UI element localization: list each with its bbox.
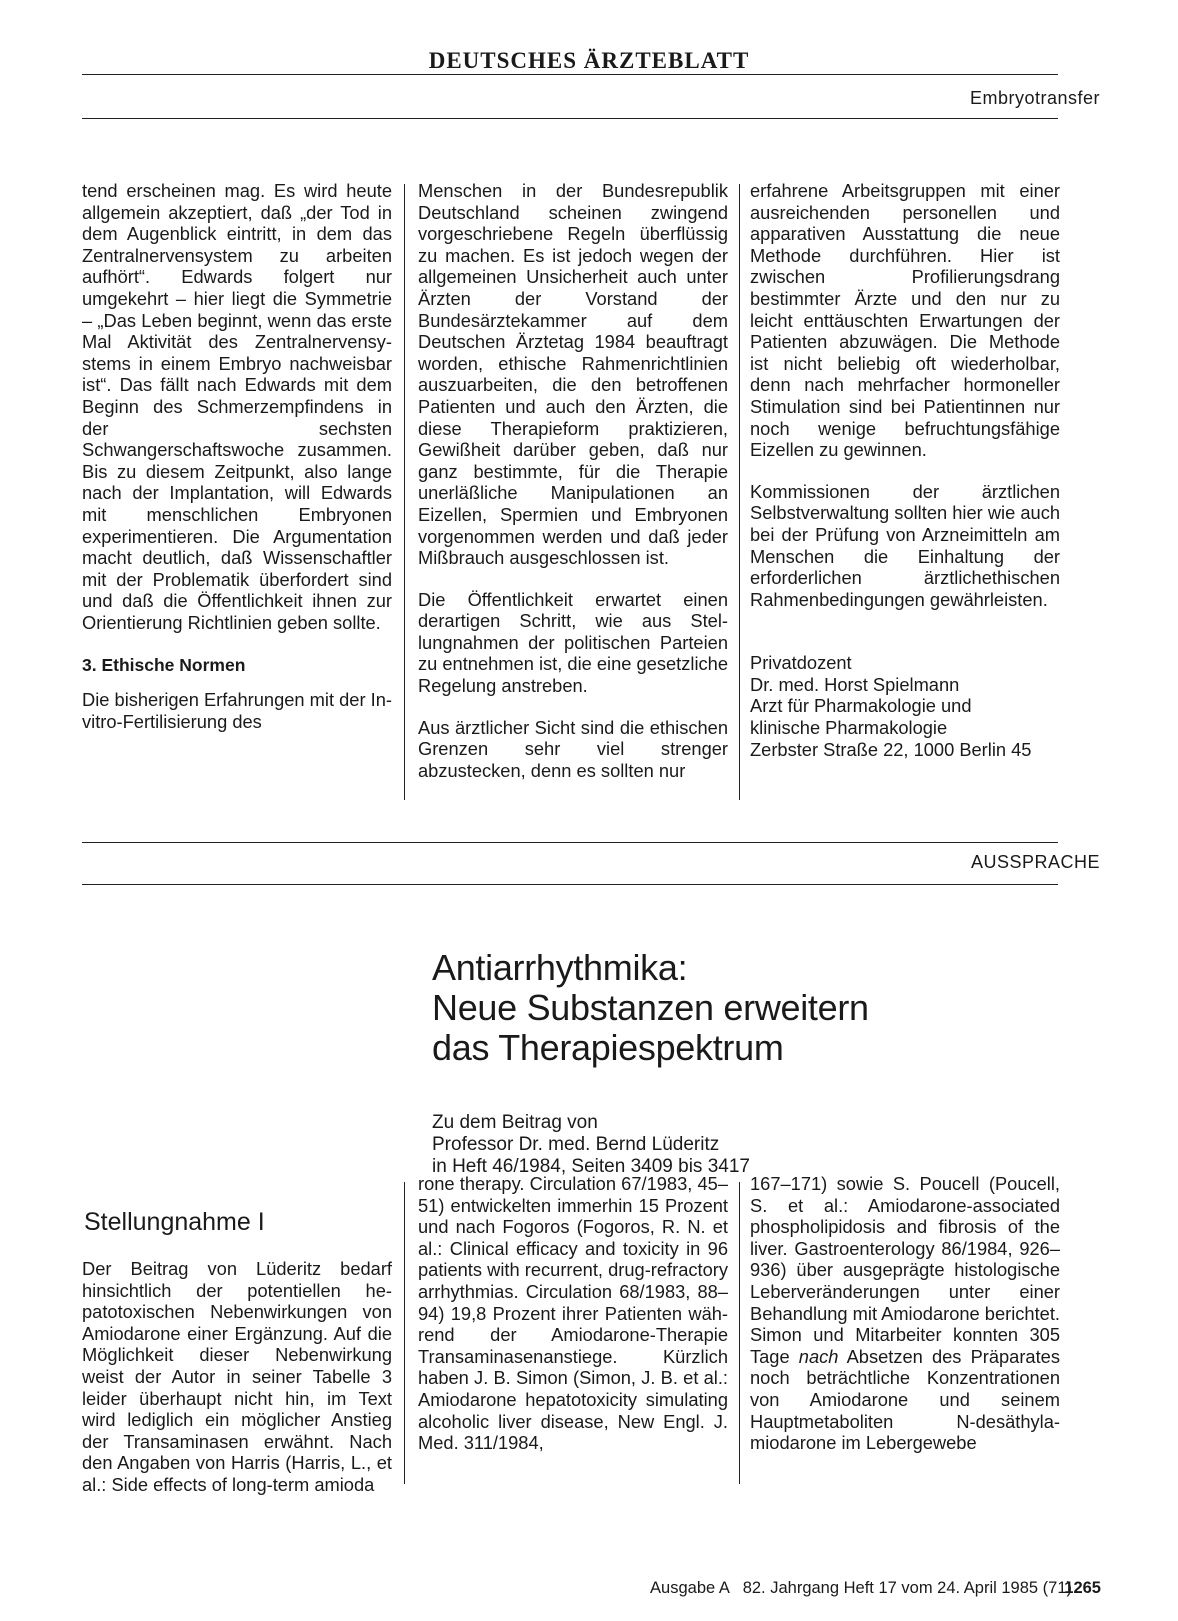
column-divider xyxy=(739,1182,740,1484)
paragraph xyxy=(750,1173,1060,1454)
address-line: Zerbster Straße 22, 1000 Berlin 45 xyxy=(750,738,1032,760)
address-line: klinische Pharmakologie xyxy=(750,717,948,739)
article-byline xyxy=(432,1112,750,1178)
paragraph: tend erscheinen mag. Es wird heute allgemein akzeptiert, daß „der Tod in dem Augenblick eintritt, in dem das Zentralnervensystem zu arbeiten aufhört“. Edwards folgert nur umgekehrt – hier liegt die Symmetrie – „Das Leben beginnt, wenn das erste Mal Aktivität des Zentralnervensystems in einem Embryo nachweisbar ist“. Das fällt nach Edwards mit dem Beginn des Schmerzempfindens in der sechsten Schwangerschaftswoche zusammen. Bis zu diesem Zeitpunkt, also lange nach der Implantation, will Edwards mit menschlichen Embryonen experimentieren. Die Argumentation macht deutlich, daß Wissenschaftler mit der Problematik überfordert sind und daß die Öffentlichkeit ihnen zur Orientierung Richtlinien geben sollte. xyxy=(82,180,392,633)
masthead-rule xyxy=(82,74,1058,75)
paragraph: Menschen in der Bundesrepublik Deutschland scheinen zwingend vorgeschriebene Regeln überflüssig zu machen. Es ist jedoch wegen der allgemeinen Unsicherheit auch unter Ärzten der Vorstand der Bundesärztekammer auf dem Deutschen Ärztetag 1984 beauftragt worden, ethische Rahmenrichtlinien auszuarbeiten, die den betroffenen Patienten und auch den Ärzten, die diese Therapieform praktizieren, Gewißheit darüber geben, daß nur ganz bestimmte, für die Therapie unerläßliche Manipulationen an Eizellen, Spermien und Embryonen vorgenommen werden und daß jeder Mißbrauch ausgeschlossen ist. xyxy=(418,180,728,569)
column-divider xyxy=(404,1182,405,1484)
column-divider xyxy=(404,184,405,800)
top-article-column-3 xyxy=(750,180,1060,760)
aussprache-column-1 xyxy=(82,1258,392,1496)
paragraph: Die bisherigen Erfahrungen mit der In-vitro-Fertilisierung des xyxy=(82,689,392,732)
aussprache-rule-bottom xyxy=(82,884,1058,885)
byline-line: Zu dem Beitrag von xyxy=(432,1112,598,1133)
paragraph: Aus ärztlicher Sicht sind die ethischen Grenzen sehr viel strenger abzustecken, denn es sollten nur xyxy=(418,716,728,781)
masthead: DEUTSCHES ÄRZTEBLATT xyxy=(428,48,750,73)
aussprache-rule-top xyxy=(82,842,1058,843)
section-tag-embryotransfer: Embryotransfer xyxy=(969,88,1100,108)
byline-line: in Heft 46/1984, Seiten 3409 bis 3417 xyxy=(432,1156,750,1177)
title-line: Antiarrhythmika: xyxy=(432,947,688,988)
section-tag-aussprache: AUSSPRACHE xyxy=(970,852,1100,872)
paragraph: Kommissionen der ärztlichen Selbstverwaltung sollten hier wie auch bei der Prüfung von Arzneimitteln am Menschen die Einhaltung der erforderlichen ärztlichethischen Rahmenbedingungen gewährleisten. xyxy=(750,480,1060,610)
emphasis-text: nach xyxy=(798,1345,839,1367)
author-address xyxy=(750,652,1060,760)
stellungnahme-heading: Stellungnahme I xyxy=(84,1208,265,1236)
top-article-column-2 xyxy=(418,180,728,781)
aussprache-column-3 xyxy=(750,1173,1060,1454)
title-line: das Therapiespektrum xyxy=(432,1027,784,1068)
issue-info: Ausgabe A 82. Jahrgang Heft 17 vom 24. April 1985 (71) xyxy=(650,1579,1072,1597)
address-line: Privatdozent xyxy=(750,652,852,674)
aussprache-column-2 xyxy=(418,1173,728,1454)
top-article-column-1 xyxy=(82,180,392,732)
title-line: Neue Substanzen erweitern xyxy=(432,987,869,1028)
byline-line: Professor Dr. med. Bernd Lüderitz xyxy=(432,1134,720,1155)
address-line: Arzt für Pharmakologie und xyxy=(750,695,972,717)
paragraph: Die Öffentlichkeit erwartet einen derartigen Schritt, wie aus Stellungnahmen der politischen Parteien zu entnehmen ist, die eine gesetzliche Regelung anstreben. xyxy=(418,588,728,697)
paragraph: rone therapy. Circulation 67/1983, 45–51) entwickelten immerhin 15 Prozent und nach Fogoros (Fogoros, R. N. et al.: Clinical efficacy and toxicity in 96 patients with recurrent, drug-refractory arrhythmias. Circulation 68/1983, 88–94) 19,8 Prozent ihrer Patienten während der Amiodarone-Therapie Transaminasenanstiege. Kürzlich haben J. B. Simon (Simon, J. B. et al.: Amiodarone hepatotoxicity simulating alcoholic liver disease, New Engl. J. Med. 311/1984, xyxy=(418,1173,728,1454)
text-run: Absetzen des Präparates noch beträchtliche Konzentrationen von Amiodarone und seinem Hauptmetaboliten N-desäthylamiodarone im Lebergewebe xyxy=(750,1345,1060,1454)
address-line: Dr. med. Horst Spielmann xyxy=(750,673,960,695)
text-run: 167–171) sowie S. Poucell (Poucell, S. et al.: Amiodarone-associated phospholipidosis and fibrosis of the liver. Gastroenterology 86/1984, 926–936) über ausgeprägte histologische Leberveränderungen unter einer Behandlung mit Amiodarone berichtet. Simon und Mitarbeiter konnten 305 Tage xyxy=(750,1173,1060,1367)
subheading-ethische-normen: 3. Ethische Normen xyxy=(82,655,246,676)
article-title xyxy=(432,948,869,1068)
section-rule xyxy=(82,118,1058,119)
paragraph: Der Beitrag von Lüderitz bedarf hinsichtlich der potentiellen hepatotoxischen Nebenwirkungen von Amiodarone einer Ergänzung. Auf die Möglichkeit dieser Nebenwirkung weist der Autor in seiner Tabelle 3 leider überhaupt nicht hin, im Text wird lediglich ein möglicher Anstieg der Transaminasen erwähnt. Nach den Angaben von Harris (Harris, L., et al.: Side effects of long-term amioda xyxy=(82,1258,392,1495)
column-divider xyxy=(739,184,740,800)
page-number: 1265 xyxy=(1064,1579,1101,1597)
paragraph: erfahrene Arbeitsgruppen mit einer ausreichenden personellen und apparativen Ausstattung die neue Methode durchführen. Hier ist zwischen Profilierungsdrang bestimmter Ärzte und den nur zu leicht enttäuschten Erwartungen der Patienten abzuwägen. Die Methode ist nicht beliebig oft wiederholbar, denn nach mehrfacher hormoneller Stimulation sind bei Patientinnen nur noch wenige befruchtungsfähige Eizellen zu gewinnen. xyxy=(750,180,1060,461)
